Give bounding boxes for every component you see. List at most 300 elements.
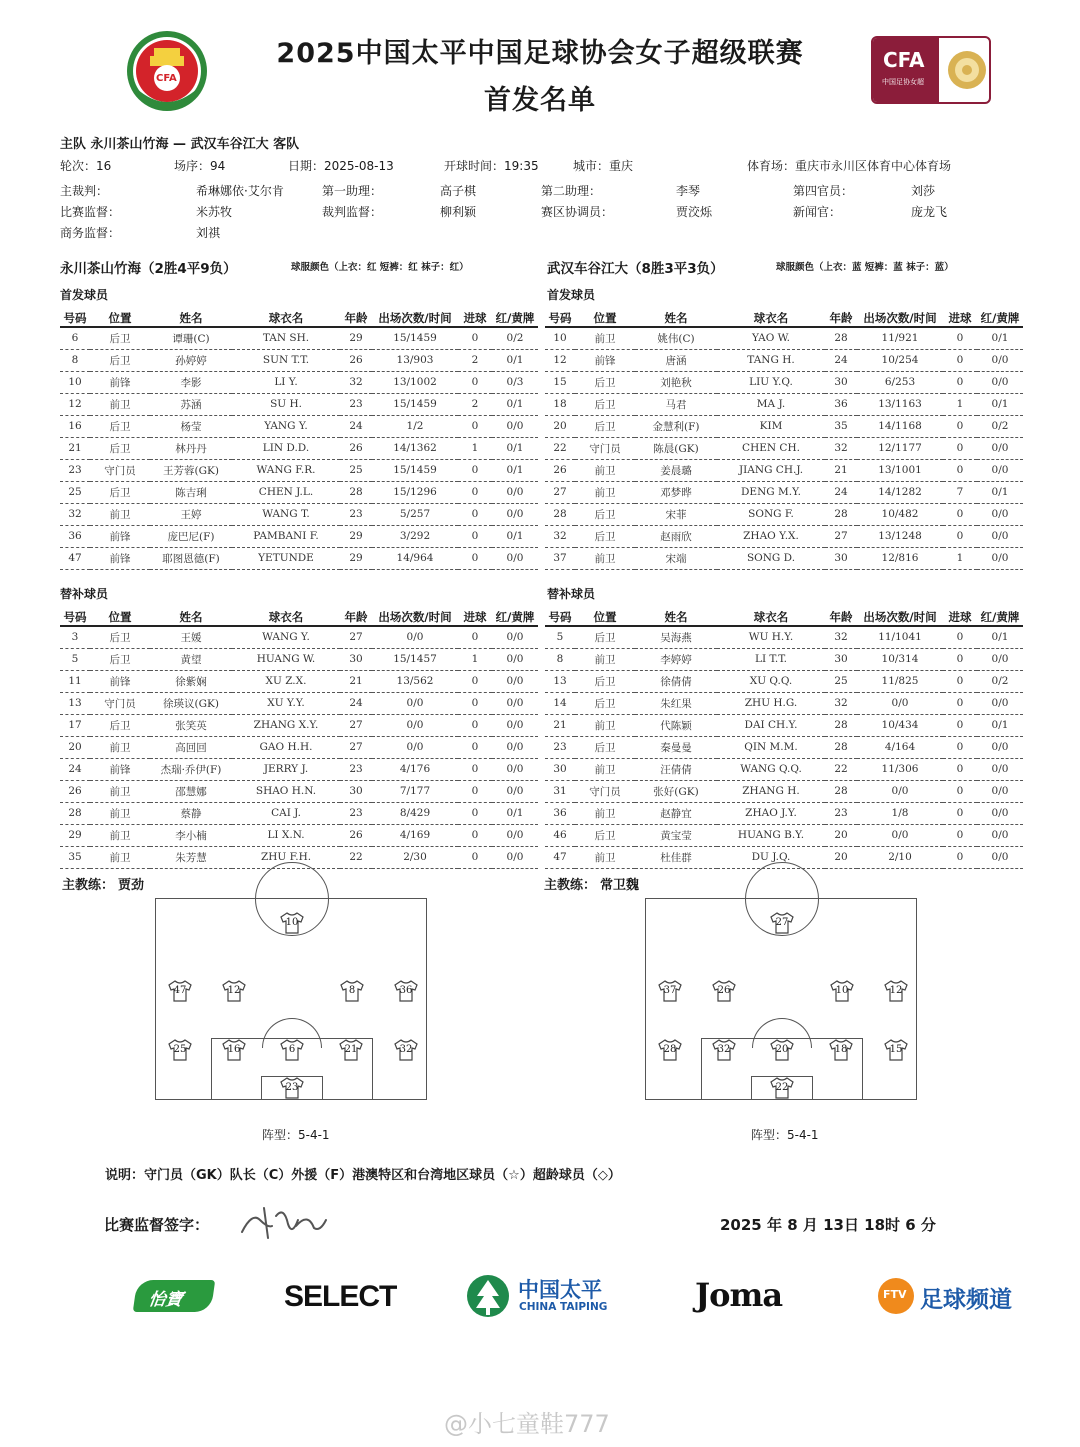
col-goals: 0: [458, 547, 492, 569]
col-cards: 0/1: [492, 459, 538, 481]
col-number: 8: [60, 349, 90, 371]
col-age: 23: [340, 503, 372, 525]
col-goals: 1: [458, 437, 492, 459]
col-position: 前卫: [575, 714, 635, 736]
home-subs-table: [60, 609, 538, 869]
col-age: 21: [340, 670, 372, 692]
col-age: 26: [340, 349, 372, 371]
col-apps: 15/1459: [372, 327, 458, 349]
away-coach-name: 常卫魏: [600, 878, 640, 893]
col-shirt-name: XU Q.Q.: [717, 670, 825, 692]
sub-row: [545, 780, 1023, 802]
col-number: 15: [545, 371, 575, 393]
col-cards: 0/0: [977, 349, 1023, 371]
col-cards: 0/0: [492, 692, 538, 714]
starter-row: [545, 459, 1023, 481]
sponsor-ftv: [878, 1276, 1018, 1316]
official-value: 庞龙飞: [911, 205, 948, 219]
col-goals: 0: [943, 626, 977, 648]
col-age: 28: [825, 327, 857, 349]
col-age: 29: [340, 547, 372, 569]
col-apps: 8/429: [372, 802, 458, 824]
away-subs-label: 替补球员: [547, 587, 596, 601]
col-name: 朱红果: [635, 692, 717, 714]
col-name: 汪倩倩: [635, 758, 717, 780]
col-apps: 14/1168: [857, 415, 943, 437]
player-jersey-icon: [279, 912, 305, 934]
jersey-number: 10: [285, 917, 299, 928]
col-age: 24: [825, 349, 857, 371]
jersey-number: 6: [288, 1044, 296, 1055]
col-apps: 0/0: [857, 780, 943, 802]
col-position: 后卫: [575, 670, 635, 692]
jersey-number: 27: [775, 917, 789, 928]
col-cards: 0/0: [492, 481, 538, 503]
col-shirt-name: LI Y.: [232, 371, 340, 393]
col-shirt-name: LI T.T.: [717, 648, 825, 670]
col-cards: 0/0: [977, 503, 1023, 525]
col-apps: 13/1001: [857, 459, 943, 481]
col-position: 前卫: [90, 503, 150, 525]
col-position-header: 位置: [575, 609, 635, 626]
jersey-number: 16: [227, 1044, 241, 1055]
col-number: 21: [60, 437, 90, 459]
player-jersey-icon: [279, 1039, 305, 1061]
col-goals: 0: [943, 437, 977, 459]
col-number: 47: [545, 846, 575, 868]
col-cards: 0/0: [492, 648, 538, 670]
ftv-icon-text: FTV: [883, 1288, 907, 1301]
col-position: 守门员: [90, 692, 150, 714]
col-number: 13: [60, 692, 90, 714]
starter-row: [60, 481, 538, 503]
col-shirt-name: ZHU H.G.: [717, 692, 825, 714]
col-goals: 0: [943, 327, 977, 349]
col-apps: 12/816: [857, 547, 943, 569]
col-age: 32: [825, 437, 857, 459]
china-taiping-icon: [466, 1274, 510, 1318]
col-cards: 0/0: [492, 780, 538, 802]
col-shirt-name: SU H.: [232, 393, 340, 415]
sub-row: [545, 670, 1023, 692]
col-age: 36: [825, 393, 857, 415]
col-name: 邵慧娜: [150, 780, 232, 802]
col-age: 26: [340, 824, 372, 846]
col-number: 12: [545, 349, 575, 371]
col-goals: 0: [943, 846, 977, 868]
starter-row: [60, 437, 538, 459]
jersey-number: 23: [285, 1082, 299, 1093]
col-cards: 0/2: [977, 670, 1023, 692]
player-jersey-icon: [221, 1039, 247, 1061]
col-age: 21: [825, 459, 857, 481]
col-age: 30: [340, 648, 372, 670]
col-number: 24: [60, 758, 90, 780]
col-number: 3: [60, 626, 90, 648]
col-position: 后卫: [575, 692, 635, 714]
away-team-name: 武汉车谷江大（8胜3平3负）: [547, 261, 724, 277]
col-apps-header: 出场次数/时间: [372, 609, 458, 626]
col-cards: 0/1: [977, 714, 1023, 736]
col-position: 前卫: [90, 802, 150, 824]
col-position: 前卫: [90, 824, 150, 846]
official-label: 商务监督：: [60, 226, 121, 240]
col-goals: 0: [943, 758, 977, 780]
player-jersey-icon: [883, 1039, 909, 1061]
col-goals: 0: [458, 327, 492, 349]
col-name: 王婷: [150, 503, 232, 525]
jersey-number: 15: [889, 1044, 903, 1055]
jersey-number: 8: [348, 985, 356, 996]
col-goals: 0: [458, 415, 492, 437]
csl-logo: [871, 36, 991, 104]
starter-row: [545, 437, 1023, 459]
col-name: 李影: [150, 371, 232, 393]
col-goals: 0: [943, 371, 977, 393]
col-apps: 13/903: [372, 349, 458, 371]
col-cards: 0/1: [492, 525, 538, 547]
sub-row: [545, 648, 1023, 670]
official-value: 李琴: [676, 184, 701, 198]
col-name: 金慧利(F): [635, 415, 717, 437]
col-cards: 0/0: [977, 824, 1023, 846]
col-number: 6: [60, 327, 90, 349]
player-jersey-icon: [338, 1039, 364, 1061]
col-name: 高回回: [150, 736, 232, 758]
col-age: 28: [825, 503, 857, 525]
col-number: 28: [545, 503, 575, 525]
col-shirt-name-header: 球衣名: [232, 609, 340, 626]
col-shirt-name: JERRY J.: [232, 758, 340, 780]
col-position: 前锋: [90, 371, 150, 393]
col-apps: 14/1282: [857, 481, 943, 503]
col-position: 守门员: [575, 780, 635, 802]
col-name: 杨莹: [150, 415, 232, 437]
home-kit-colors: 球服颜色（上衣：红 短裤：红 袜子：红）: [291, 262, 469, 273]
col-goals: 0: [458, 736, 492, 758]
player-jersey-icon: [221, 980, 247, 1002]
col-age: 28: [340, 481, 372, 503]
player-jersey-icon: [393, 1039, 419, 1061]
col-name: 王芳蓉(GK): [150, 459, 232, 481]
col-name: 耶图恩德(F): [150, 547, 232, 569]
col-shirt-name: YAO W.: [717, 327, 825, 349]
col-apps: 11/306: [857, 758, 943, 780]
col-position: 守门员: [90, 459, 150, 481]
sponsor-cbest: [133, 1280, 215, 1312]
col-cards: 0/1: [977, 626, 1023, 648]
col-goals: 0: [458, 714, 492, 736]
col-goals-header: 进球: [943, 609, 977, 626]
col-cards: 0/0: [977, 758, 1023, 780]
col-name: 邓梦晔: [635, 481, 717, 503]
col-age: 23: [340, 802, 372, 824]
col-goals: 0: [458, 670, 492, 692]
official-label: 比赛监督：: [60, 205, 121, 219]
col-apps: 0/0: [372, 736, 458, 758]
official-value: 贾洨烁: [676, 205, 713, 219]
col-goals: 0: [943, 780, 977, 802]
jersey-number: 20: [775, 1044, 789, 1055]
col-age: 23: [340, 758, 372, 780]
col-shirt-name: ZHANG X.Y.: [232, 714, 340, 736]
col-apps: 2/10: [857, 846, 943, 868]
sub-row: [60, 648, 538, 670]
col-cards: 0/0: [977, 780, 1023, 802]
col-age: 29: [340, 525, 372, 547]
sponsor-select: SELECT: [284, 1280, 397, 1313]
col-name: 杰瑞·乔伊(F): [150, 758, 232, 780]
col-cards: 0/0: [492, 415, 538, 437]
col-apps: 0/0: [372, 626, 458, 648]
starter-row: [60, 415, 538, 437]
col-number: 29: [60, 824, 90, 846]
col-goals: 0: [458, 481, 492, 503]
col-name-header: 姓名: [635, 310, 717, 327]
sub-row: [545, 758, 1023, 780]
player-jersey-icon: [167, 980, 193, 1002]
col-position: 前锋: [90, 670, 150, 692]
col-age: 23: [825, 802, 857, 824]
col-apps: 1/2: [372, 415, 458, 437]
col-goals: 0: [458, 802, 492, 824]
col-shirt-name-header: 球衣名: [717, 609, 825, 626]
col-shirt-name-header: 球衣名: [232, 310, 340, 327]
col-shirt-name: LI X.N.: [232, 824, 340, 846]
home-coach-name: 贾劲: [118, 878, 145, 893]
col-age-header: 年龄: [825, 310, 857, 327]
col-name: 黄望: [150, 648, 232, 670]
official-value: 刘莎: [911, 184, 936, 198]
col-cards: 0/2: [492, 327, 538, 349]
col-apps-header: 出场次数/时间: [857, 609, 943, 626]
starter-row: [545, 349, 1023, 371]
home-formation-pitch: [155, 898, 427, 1100]
col-number: 10: [545, 327, 575, 349]
col-goals-header: 进球: [458, 609, 492, 626]
col-position: 前卫: [90, 393, 150, 415]
col-cards: 0/0: [492, 670, 538, 692]
home-starters-label: 首发球员: [60, 288, 109, 302]
col-position: 后卫: [90, 349, 150, 371]
col-cards-header: 红/黄牌: [977, 310, 1023, 327]
col-shirt-name: YETUNDE: [232, 547, 340, 569]
col-cards: 0/0: [492, 736, 538, 758]
sub-row: [545, 736, 1023, 758]
col-goals: 0: [943, 349, 977, 371]
signature-date: 2025 年 8 月 13日 18时 6 分: [720, 1216, 936, 1234]
col-shirt-name: GAO H.H.: [232, 736, 340, 758]
sponsor-cbest-text: 怡寶: [147, 1290, 184, 1310]
official-value: 希琳娜依·艾尔肯: [196, 184, 284, 198]
sub-row: [60, 758, 538, 780]
starter-row: [545, 503, 1023, 525]
col-number-header: 号码: [545, 310, 575, 327]
col-shirt-name: CHEN CH.: [717, 437, 825, 459]
col-shirt-name: SONG F.: [717, 503, 825, 525]
col-cards: 0/1: [977, 393, 1023, 415]
official-value: 高子棋: [440, 184, 477, 198]
col-age-header: 年龄: [825, 609, 857, 626]
col-age: 23: [340, 393, 372, 415]
starter-row: [60, 503, 538, 525]
col-shirt-name: WANG T.: [232, 503, 340, 525]
col-goals: 1: [943, 393, 977, 415]
col-apps: 15/1296: [372, 481, 458, 503]
col-shirt-name: WANG Q.Q.: [717, 758, 825, 780]
col-apps: 13/1002: [372, 371, 458, 393]
col-number-header: 号码: [60, 609, 90, 626]
starter-row: [60, 525, 538, 547]
col-goals: 0: [943, 736, 977, 758]
player-jersey-icon: [711, 1039, 737, 1061]
col-shirt-name: DU J.Q.: [717, 846, 825, 868]
col-age: 24: [340, 692, 372, 714]
col-age: 28: [825, 714, 857, 736]
col-apps: 10/434: [857, 714, 943, 736]
jersey-number: 25: [173, 1044, 187, 1055]
col-apps: 2/30: [372, 846, 458, 868]
jersey-number: 18: [834, 1044, 848, 1055]
round: 轮次：16: [60, 159, 112, 173]
col-shirt-name: WANG F.R.: [232, 459, 340, 481]
col-age: 29: [340, 327, 372, 349]
col-apps: 10/314: [857, 648, 943, 670]
col-shirt-name: ZHAO J.Y.: [717, 802, 825, 824]
col-goals: 0: [458, 846, 492, 868]
col-age: 25: [825, 670, 857, 692]
official-label: 第二助理：: [541, 184, 602, 198]
col-age: 27: [825, 525, 857, 547]
col-cards: 0/0: [492, 824, 538, 846]
jersey-number: 22: [775, 1082, 789, 1093]
col-goals: 0: [943, 459, 977, 481]
col-position: 前卫: [90, 846, 150, 868]
col-apps: 4/169: [372, 824, 458, 846]
sub-row: [60, 780, 538, 802]
csl-logo-text: CFA: [883, 48, 925, 72]
col-goals: 0: [943, 714, 977, 736]
col-position: 前锋: [575, 349, 635, 371]
teams-line: 主队 永川茶山竹海 — 武汉车谷江大 客队: [60, 137, 300, 152]
col-position: 前卫: [575, 802, 635, 824]
col-cards: 0/0: [492, 714, 538, 736]
col-shirt-name: TAN SH.: [232, 327, 340, 349]
col-cards: 0/0: [977, 802, 1023, 824]
col-apps: 11/1041: [857, 626, 943, 648]
col-apps: 4/164: [857, 736, 943, 758]
col-cards: 0/0: [977, 437, 1023, 459]
col-age: 30: [825, 648, 857, 670]
col-cards: 0/0: [492, 846, 538, 868]
jersey-number: 32: [399, 1044, 413, 1055]
jersey-number: 36: [399, 985, 413, 996]
col-name: 刘艳秋: [635, 371, 717, 393]
kickoff-time: 开球时间：19:35: [444, 159, 539, 173]
sponsor-china-taiping: [466, 1272, 626, 1320]
starter-row: [545, 371, 1023, 393]
col-number: 32: [545, 525, 575, 547]
jersey-number: 21: [344, 1044, 358, 1055]
col-apps: 6/253: [857, 371, 943, 393]
col-apps-header: 出场次数/时间: [857, 310, 943, 327]
sub-row: [60, 736, 538, 758]
sub-row: [60, 802, 538, 824]
col-name: 蔡静: [150, 802, 232, 824]
home-team-name: 永川茶山竹海（2胜4平9负）: [60, 261, 237, 277]
stadium: 体育场：重庆市永川区体育中心体育场: [747, 159, 952, 173]
starter-row: [545, 547, 1023, 569]
col-age: 30: [340, 780, 372, 802]
ftv-text: 足球频道: [920, 1287, 1012, 1313]
col-age: 22: [340, 846, 372, 868]
col-shirt-name: PAMBANI F.: [232, 525, 340, 547]
col-name: 李婷婷: [635, 648, 717, 670]
col-shirt-name: SUN T.T.: [232, 349, 340, 371]
col-position: 后卫: [575, 626, 635, 648]
col-shirt-name: LIN D.D.: [232, 437, 340, 459]
col-age: 32: [340, 371, 372, 393]
jersey-number: 28: [663, 1044, 677, 1055]
col-cards: 0/1: [492, 802, 538, 824]
col-cards: 0/0: [977, 525, 1023, 547]
col-shirt-name: QIN M.M.: [717, 736, 825, 758]
legend-note: 说明：守门员（GK）队长（C）外援（F）港澳特区和台湾地区球员（☆）超龄球员（◇）: [105, 1168, 621, 1183]
col-name: 唐涵: [635, 349, 717, 371]
match-date: 日期：2025-08-13: [288, 159, 394, 173]
col-age: 25: [340, 459, 372, 481]
col-goals: 0: [458, 371, 492, 393]
player-jersey-icon: [769, 1039, 795, 1061]
col-name: 张好(GK): [635, 780, 717, 802]
away-formation: 阵型：5-4-1: [751, 1128, 819, 1142]
home-formation: 阵型：5-4-1: [262, 1128, 330, 1142]
player-jersey-icon: [167, 1039, 193, 1061]
col-position: 后卫: [90, 648, 150, 670]
col-position: 前卫: [575, 846, 635, 868]
col-name: 秦曼曼: [635, 736, 717, 758]
col-number: 18: [545, 393, 575, 415]
starter-row: [60, 349, 538, 371]
col-position: 后卫: [90, 714, 150, 736]
col-cards: 0/0: [492, 503, 538, 525]
col-cards: 0/1: [492, 437, 538, 459]
col-apps: 15/1459: [372, 393, 458, 415]
col-shirt-name-header: 球衣名: [717, 310, 825, 327]
watermark: @小七童鞋777: [444, 1410, 610, 1438]
table-header: [60, 310, 538, 327]
player-jersey-icon: [339, 980, 365, 1002]
away-subs-table: [545, 609, 1023, 869]
player-jersey-icon: [393, 980, 419, 1002]
away-coach: [544, 874, 639, 893]
col-position: 前卫: [90, 736, 150, 758]
col-position: 后卫: [90, 437, 150, 459]
sub-row: [60, 670, 538, 692]
col-shirt-name: WU H.Y.: [717, 626, 825, 648]
col-name: 赵静宜: [635, 802, 717, 824]
player-jersey-icon: [769, 912, 795, 934]
title-line-2: 首发名单: [484, 85, 596, 116]
col-shirt-name: DAI CH.Y.: [717, 714, 825, 736]
col-name: 朱芳慧: [150, 846, 232, 868]
col-number: 8: [545, 648, 575, 670]
col-apps: 0/0: [857, 824, 943, 846]
col-position: 前卫: [90, 780, 150, 802]
col-name: 代陈颖: [635, 714, 717, 736]
col-goals: 0: [943, 525, 977, 547]
player-jersey-icon: [769, 1077, 795, 1099]
